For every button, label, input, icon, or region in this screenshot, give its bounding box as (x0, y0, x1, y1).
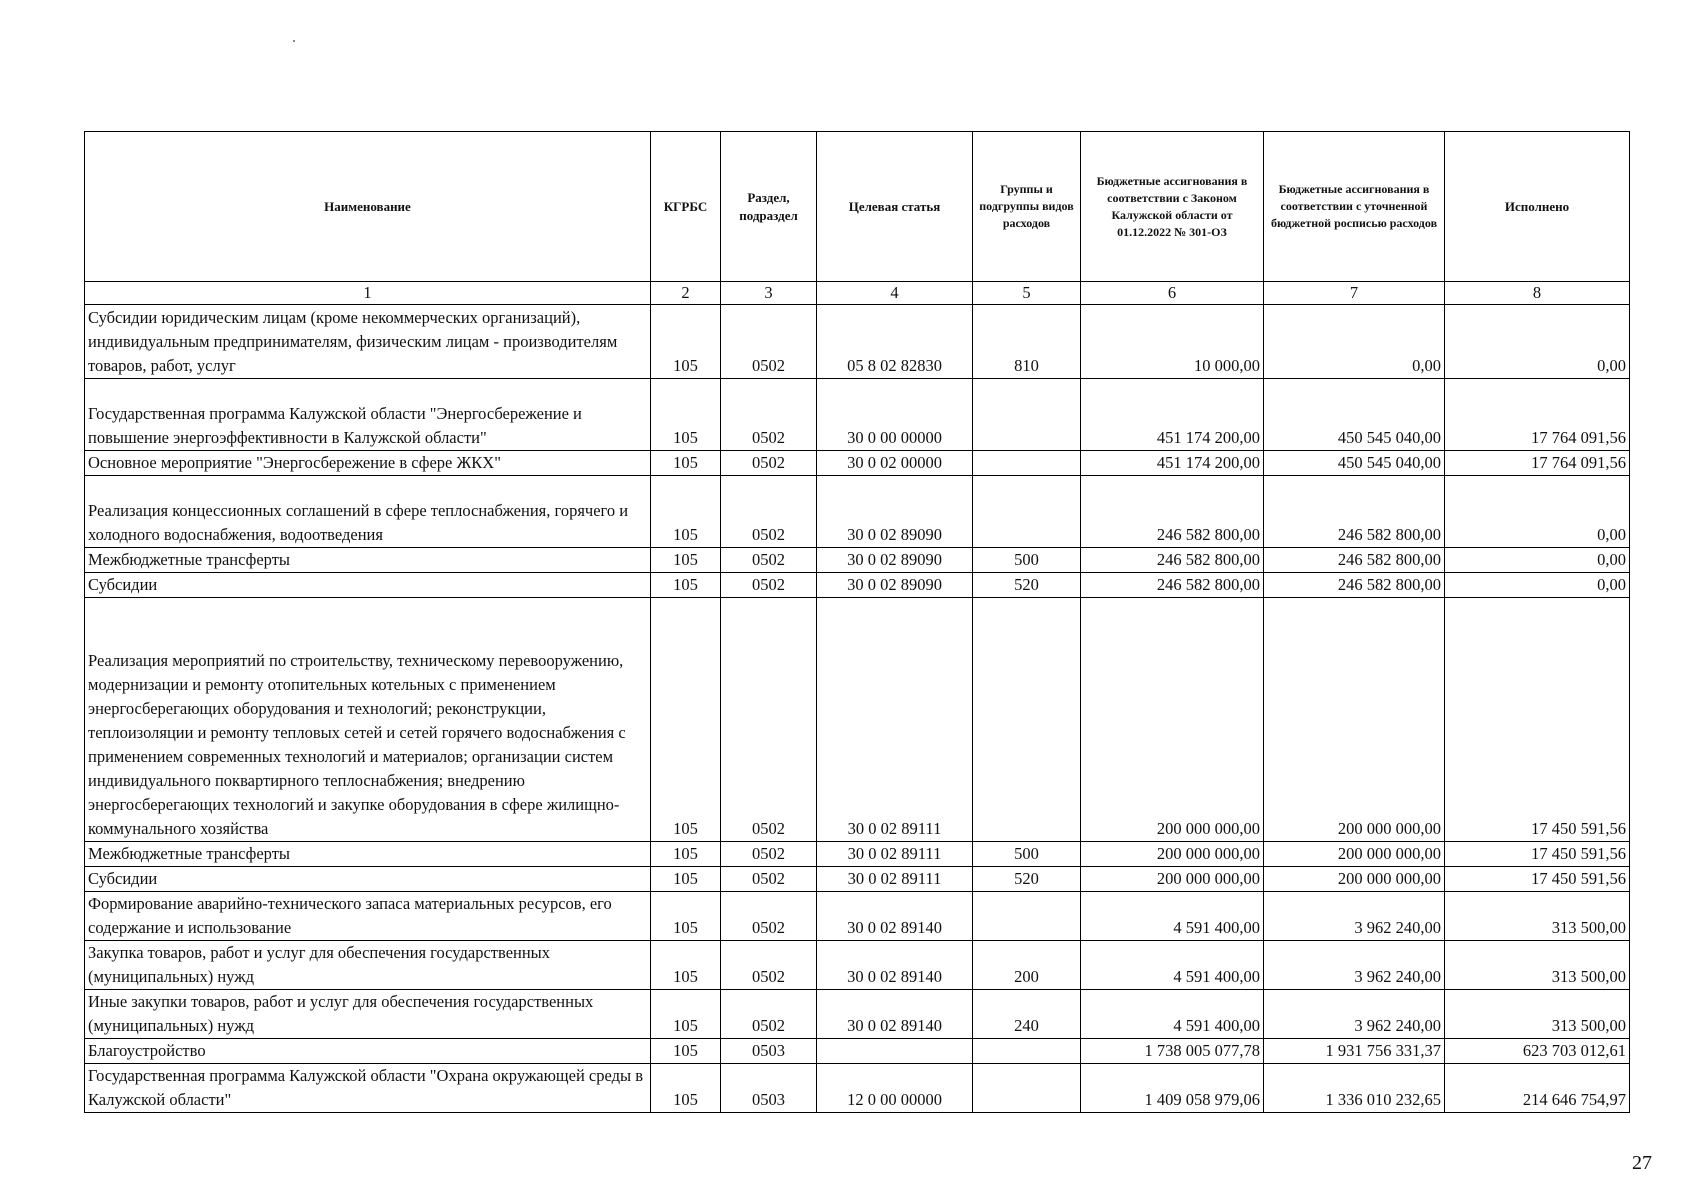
row-target-article: 30 0 02 89140 (817, 892, 973, 941)
row-kgrbs: 105 (651, 1064, 721, 1113)
row-kgrbs: 105 (651, 305, 721, 379)
row-refined-amount: 3 962 240,00 (1264, 941, 1445, 990)
row-section: 0502 (721, 451, 817, 476)
row-expense-group (973, 379, 1081, 451)
row-target-article: 05 8 02 82830 (817, 305, 973, 379)
header-row (85, 132, 1630, 282)
row-name: Межбюджетные трансферты (85, 548, 651, 573)
scan-speck (293, 40, 295, 42)
row-section: 0503 (721, 1039, 817, 1064)
row-section: 0503 (721, 1064, 817, 1113)
row-expense-group (973, 451, 1081, 476)
row-section: 0502 (721, 548, 817, 573)
row-law-amount: 246 582 800,00 (1081, 476, 1264, 548)
row-target-article: 30 0 02 89090 (817, 548, 973, 573)
row-kgrbs: 105 (651, 451, 721, 476)
row-section: 0502 (721, 598, 817, 842)
row-name: Закупка товаров, работ и услуг для обеспечения государственных (муниципальных) нужд (85, 941, 651, 990)
row-target-article: 30 0 02 89140 (817, 941, 973, 990)
row-name: Реализация мероприятий по строительству, техническому перевооружению, модернизации и ремонту отопительных котельных с применением энергосберегающих оборудования и технологий; реконструкции, теплоизоляции и ремонту тепловых сетей и сетей горячего водоснабжения с применением современных технологий и материалов; организации систем индивидуального поквартирного теплоснабжения; внедрению энергосберегающих технологий и закупке оборудования в сфере жилищно-коммунального хозяйства (85, 598, 651, 842)
header-executed: Исполнено (1445, 132, 1630, 282)
row-target-article: 12 0 00 00000 (817, 1064, 973, 1113)
table-row (85, 1039, 1630, 1064)
row-refined-amount: 200 000 000,00 (1264, 842, 1445, 867)
row-executed-amount: 214 646 754,97 (1445, 1064, 1630, 1113)
header-section: Раздел, подраздел (721, 132, 817, 282)
column-number: 6 (1081, 282, 1264, 305)
column-number: 5 (973, 282, 1081, 305)
header-name: Наименование (85, 132, 651, 282)
row-executed-amount: 0,00 (1445, 573, 1630, 598)
row-target-article: 30 0 02 89111 (817, 842, 973, 867)
row-kgrbs: 105 (651, 892, 721, 941)
row-name: Субсидии юридическим лицам (кроме некоммерческих организаций), индивидуальным предпринимателям, физическим лицам - производителям товаров, работ, услуг (85, 305, 651, 379)
row-refined-amount: 200 000 000,00 (1264, 867, 1445, 892)
row-name: Государственная программа Калужской области "Охрана окружающей среды в Калужской области" (85, 1064, 651, 1113)
row-kgrbs: 105 (651, 476, 721, 548)
row-section: 0502 (721, 476, 817, 548)
row-law-amount: 200 000 000,00 (1081, 842, 1264, 867)
column-number: 1 (85, 282, 651, 305)
header-refined-allocations: Бюджетные ассигнования в соответствии с уточненной бюджетной росписью расходов (1264, 132, 1445, 282)
row-kgrbs: 105 (651, 573, 721, 598)
row-law-amount: 4 591 400,00 (1081, 892, 1264, 941)
row-target-article: 30 0 02 89111 (817, 598, 973, 842)
row-expense-group: 520 (973, 573, 1081, 598)
column-number: 8 (1445, 282, 1630, 305)
table-row (85, 573, 1630, 598)
row-law-amount: 200 000 000,00 (1081, 598, 1264, 842)
row-expense-group: 500 (973, 548, 1081, 573)
row-kgrbs: 105 (651, 867, 721, 892)
row-target-article: 30 0 02 89140 (817, 990, 973, 1039)
row-kgrbs: 105 (651, 842, 721, 867)
row-kgrbs: 105 (651, 1039, 721, 1064)
row-refined-amount: 3 962 240,00 (1264, 892, 1445, 941)
row-law-amount: 10 000,00 (1081, 305, 1264, 379)
row-executed-amount: 0,00 (1445, 548, 1630, 573)
table-row (85, 379, 1630, 451)
row-target-article: 30 0 02 89090 (817, 476, 973, 548)
row-refined-amount: 200 000 000,00 (1264, 598, 1445, 842)
row-expense-group: 200 (973, 941, 1081, 990)
row-section: 0502 (721, 990, 817, 1039)
row-kgrbs: 105 (651, 548, 721, 573)
row-executed-amount: 17 450 591,56 (1445, 842, 1630, 867)
row-kgrbs: 105 (651, 990, 721, 1039)
row-section: 0502 (721, 305, 817, 379)
table-row (85, 867, 1630, 892)
table-row (85, 842, 1630, 867)
row-refined-amount: 450 545 040,00 (1264, 379, 1445, 451)
row-refined-amount: 246 582 800,00 (1264, 573, 1445, 598)
row-expense-group (973, 476, 1081, 548)
row-name: Субсидии (85, 867, 651, 892)
header-target-article: Целевая статья (817, 132, 973, 282)
row-name: Субсидии (85, 573, 651, 598)
row-executed-amount: 17 450 591,56 (1445, 867, 1630, 892)
table-row (85, 305, 1630, 379)
row-law-amount: 4 591 400,00 (1081, 990, 1264, 1039)
row-executed-amount: 313 500,00 (1445, 941, 1630, 990)
row-expense-group: 240 (973, 990, 1081, 1039)
row-target-article: 30 0 02 89090 (817, 573, 973, 598)
row-expense-group (973, 1039, 1081, 1064)
row-target-article: 30 0 02 00000 (817, 451, 973, 476)
row-refined-amount: 1 336 010 232,65 (1264, 1064, 1445, 1113)
table-row (85, 892, 1630, 941)
row-law-amount: 1 738 005 077,78 (1081, 1039, 1264, 1064)
row-section: 0502 (721, 867, 817, 892)
row-executed-amount: 0,00 (1445, 305, 1630, 379)
table-row (85, 941, 1630, 990)
row-refined-amount: 246 582 800,00 (1264, 548, 1445, 573)
table-row (85, 990, 1630, 1039)
row-refined-amount: 3 962 240,00 (1264, 990, 1445, 1039)
row-name: Государственная программа Калужской области "Энергосбережение и повышение энергоэффективности в Калужской области" (85, 379, 651, 451)
row-expense-group (973, 892, 1081, 941)
column-number-row (85, 282, 1630, 305)
row-law-amount: 200 000 000,00 (1081, 867, 1264, 892)
row-expense-group: 500 (973, 842, 1081, 867)
column-number: 4 (817, 282, 973, 305)
row-section: 0502 (721, 573, 817, 598)
row-name: Иные закупки товаров, работ и услуг для обеспечения государственных (муниципальных) нужд (85, 990, 651, 1039)
row-section: 0502 (721, 941, 817, 990)
row-executed-amount: 623 703 012,61 (1445, 1039, 1630, 1064)
row-law-amount: 451 174 200,00 (1081, 451, 1264, 476)
row-section: 0502 (721, 379, 817, 451)
row-executed-amount: 313 500,00 (1445, 990, 1630, 1039)
header-expense-groups: Группы и подгруппы видов расходов (973, 132, 1081, 282)
row-target-article: 30 0 02 89111 (817, 867, 973, 892)
row-executed-amount: 0,00 (1445, 476, 1630, 548)
row-target-article (817, 1039, 973, 1064)
column-number: 2 (651, 282, 721, 305)
row-law-amount: 451 174 200,00 (1081, 379, 1264, 451)
row-expense-group (973, 598, 1081, 842)
row-executed-amount: 313 500,00 (1445, 892, 1630, 941)
column-number: 3 (721, 282, 817, 305)
row-refined-amount: 0,00 (1264, 305, 1445, 379)
column-number: 7 (1264, 282, 1445, 305)
row-name: Основное мероприятие "Энергосбережение в сфере ЖКХ" (85, 451, 651, 476)
row-kgrbs: 105 (651, 379, 721, 451)
page-number: 27 (1632, 1152, 1652, 1174)
row-name: Реализация концессионных соглашений в сфере теплоснабжения, горячего и холодного водоснабжения, водоотведения (85, 476, 651, 548)
row-executed-amount: 17 450 591,56 (1445, 598, 1630, 842)
row-law-amount: 246 582 800,00 (1081, 548, 1264, 573)
table-row (85, 451, 1630, 476)
row-executed-amount: 17 764 091,56 (1445, 379, 1630, 451)
table-row (85, 548, 1630, 573)
row-refined-amount: 450 545 040,00 (1264, 451, 1445, 476)
row-law-amount: 246 582 800,00 (1081, 573, 1264, 598)
row-kgrbs: 105 (651, 941, 721, 990)
row-law-amount: 1 409 058 979,06 (1081, 1064, 1264, 1113)
row-expense-group (973, 1064, 1081, 1113)
budget-table (84, 131, 1630, 1113)
row-expense-group: 520 (973, 867, 1081, 892)
row-law-amount: 4 591 400,00 (1081, 941, 1264, 990)
row-kgrbs: 105 (651, 598, 721, 842)
row-section: 0502 (721, 842, 817, 867)
row-name: Межбюджетные трансферты (85, 842, 651, 867)
row-target-article: 30 0 00 00000 (817, 379, 973, 451)
row-refined-amount: 246 582 800,00 (1264, 476, 1445, 548)
header-kgrbs: КГРБС (651, 132, 721, 282)
row-name: Формирование аварийно-технического запаса материальных ресурсов, его содержание и использование (85, 892, 651, 941)
table-row (85, 476, 1630, 548)
header-law-allocations: Бюджетные ассигнования в соответствии с Законом Калужской области от 01.12.2022 № 301-ОЗ (1081, 132, 1264, 282)
table-row (85, 1064, 1630, 1113)
row-section: 0502 (721, 892, 817, 941)
table-row (85, 598, 1630, 842)
row-executed-amount: 17 764 091,56 (1445, 451, 1630, 476)
row-expense-group: 810 (973, 305, 1081, 379)
row-name: Благоустройство (85, 1039, 651, 1064)
row-refined-amount: 1 931 756 331,37 (1264, 1039, 1445, 1064)
